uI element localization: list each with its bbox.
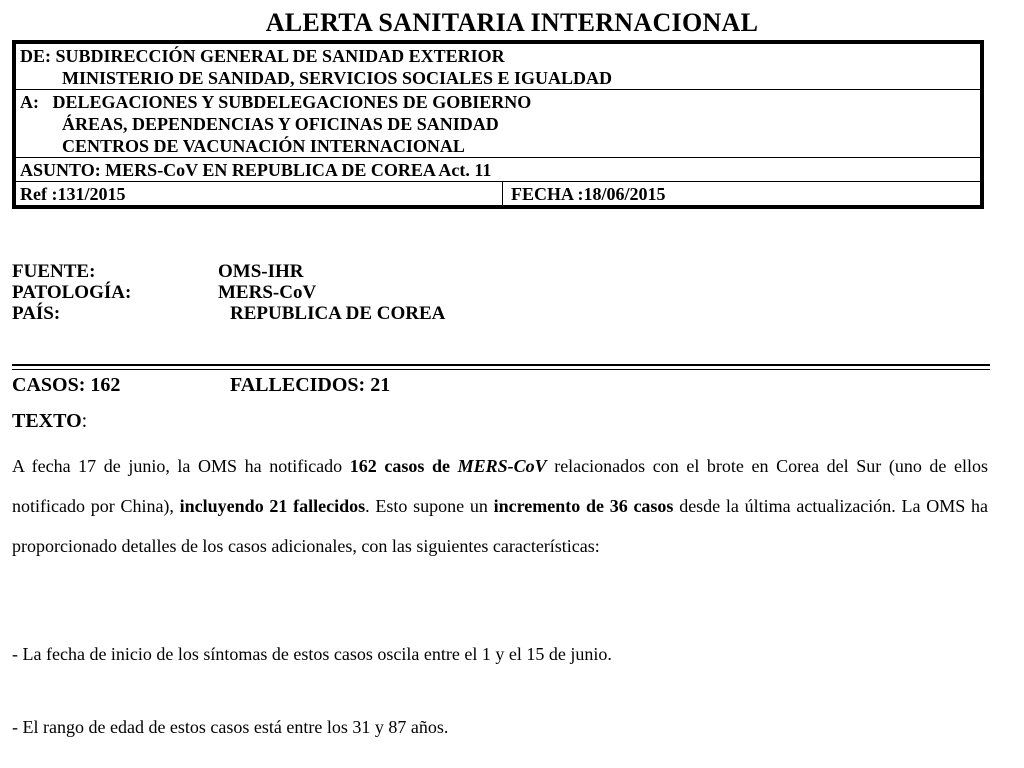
pathology-label: PATOLOGÍA:: [12, 282, 132, 303]
metadata-block: [12, 261, 445, 324]
cases-count: CASOS: 162: [12, 374, 121, 396]
paragraph-bold-increase: incremento de 36 casos: [493, 496, 674, 516]
source-row: [12, 261, 445, 282]
from-section: [16, 44, 980, 90]
source-value: OMS-IHR: [218, 261, 304, 282]
to-line-1: A: DELEGACIONES Y SUBDELEGACIONES DE GOBIERNO: [20, 92, 532, 112]
pathology-value: MERS-CoV: [218, 282, 317, 303]
alert-title: ALERTA SANITARIA INTERNACIONAL: [265, 8, 759, 37]
paragraph-part-4: desde la última actualización. La OMS ha proporcionado detalles de los casos adicionales, con las siguientes características:: [12, 496, 988, 556]
paragraph-bold-cases: 162 casos de: [349, 456, 458, 476]
deaths-count: FALLECIDOS: 21: [230, 374, 391, 396]
case-counts: [12, 374, 390, 397]
country-label: PAÍS:: [12, 303, 61, 324]
paragraph-part-1: A fecha 17 de junio, la OMS ha notificado: [12, 456, 350, 476]
header-box: [12, 40, 984, 209]
body-paragraph: [12, 446, 988, 566]
text-heading: [12, 410, 87, 433]
country-value: REPUBLICA DE COREA: [230, 303, 446, 324]
paragraph-part-2: relacionados con el brote en Corea del Sur (uno de ellos notificado por China),: [12, 456, 988, 516]
reference-number: Ref :131/2015: [16, 182, 503, 205]
country-row: [12, 303, 445, 324]
to-section: [16, 90, 980, 158]
paragraph-bold-deaths: incluyendo 21 fallecidos: [179, 496, 366, 516]
subject-row: ASUNTO: MERS-CoV EN REPUBLICA DE COREA Act. 11: [16, 158, 980, 182]
from-line-1: DE: SUBDIRECCIÓN GENERAL DE SANIDAD EXTERIOR: [20, 46, 505, 66]
paragraph-text: [12, 446, 988, 566]
from-line-2: MINISTERIO DE SANIDAD, SERVICIOS SOCIALES E IGUALDAD: [62, 68, 612, 88]
text-heading-label: TEXTO: [12, 410, 82, 432]
source-label: FUENTE:: [12, 261, 96, 282]
paragraph-part-3: . Esto supone un: [365, 496, 494, 516]
text-heading-colon: :: [81, 410, 88, 432]
to-line-2: ÁREAS, DEPENDENCIAS Y OFICINAS DE SANIDAD: [62, 114, 499, 134]
section-divider: [12, 364, 990, 370]
ref-date-row: [16, 182, 980, 205]
bullet-onset-dates: - La fecha de inicio de los síntomas de estos casos oscila entre el 1 y el 15 de junio.: [12, 644, 612, 664]
paragraph-italic-mers: MERS-CoV: [457, 456, 547, 476]
alert-date: FECHA :18/06/2015: [511, 184, 666, 204]
pathology-row: [12, 282, 445, 303]
bullet-age-range: - El rango de edad de estos casos está entre los 31 y 87 años.: [12, 717, 449, 737]
to-line-3: CENTROS DE VACUNACIÓN INTERNACIONAL: [62, 136, 465, 156]
